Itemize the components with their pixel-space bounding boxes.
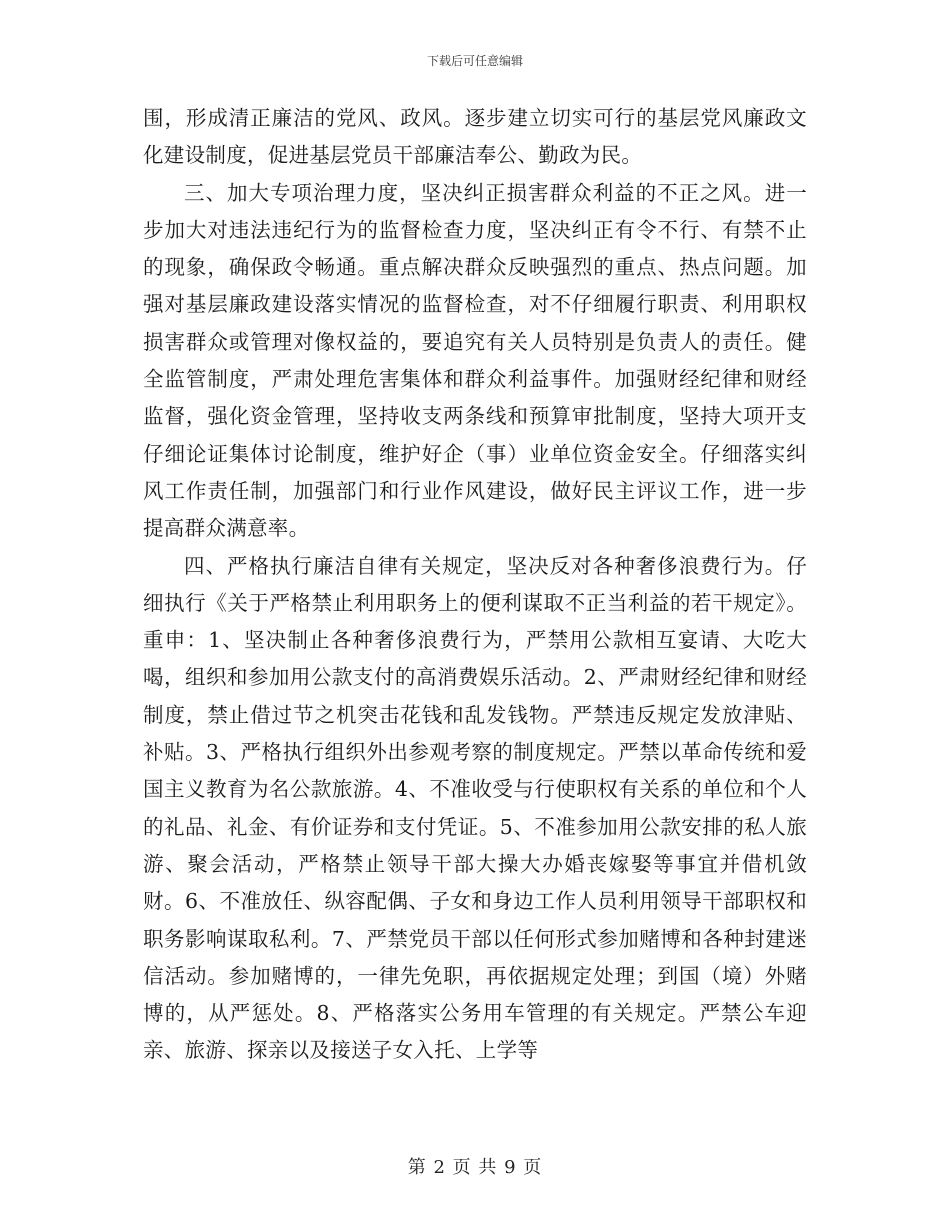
header-note: 下载后可任意编辑 [426,54,523,68]
page-number-footer: 第 2 页 共 9 页 [407,1157,543,1178]
paragraph-continuation: 围，形成清正廉洁的党风、政风。逐步建立切实可行的基层党风廉政文化建设制度，促进基层党员干部廉洁奉公、勤政为民。 [143,106,807,168]
paragraph-section-three: 三、加大专项治理力度，坚决纠正损害群众利益的不正之风。进一步加大对违法违纪行为的监督检查力度，坚决纠正有令不行、有禁不止的现象，确保政令畅通。重点解决群众反映强烈的重点、热点问题。加强对基层廉政建设落实情况的监督检查，对不仔细履行职责、利用职权损害群众或管理对像权益的，要追究有关人员特别是负责人的责任。健全监管制度，严肃处理危害集体和群众利益事件。加强财经纪律和财经监督，强化资金管理，坚持收支两条线和预算审批制度，坚持大项开支仔细论证集体讨论制度，维护好企（事）业单位资金安全。仔细落实纠风工作责任制，加强部门和行业作风建设，做好民主评议工作，进一步提高群众满意率。 [143,180,807,541]
paragraph-section-four: 四、严格执行廉洁自律有关规定，坚决反对各种奢侈浪费行为。仔细执行《关于严格禁止利用职务上的便利谋取不正当利益的若干规定》。重申：1、坚决制止各种奢侈浪费行为，严禁用公款相互宴请、大吃大喝，组织和参加用公款支付的高消费娱乐活动。2、严肃财经纪律和财经制度，禁止借过节之机突击花钱和乱发钱物。严禁违反规定发放津贴、补贴。3、严格执行组织外出参观考察的制度规定。严禁以革命传统和爱国主义教育为名公款旅游。4、不准收受与行使职权有关系的单位和个人的礼品、礼金、有价证券和支付凭证。5、不准参加用公款安排的私人旅游、聚会活动，严格禁止领导干部大操大办婚丧嫁娶等事宜并借机敛财。6、不准放任、纵容配偶、子女和身边工作人员利用领导干部职权和职务影响谋取私利。7、严禁党员干部以任何形式参加赌博和各种封建迷信活动。参加赌博的，一律先免职，再依据规定处理；到国（境）外赌博的，从严惩处。8、严格落实公务用车管理的有关规定。严禁公车迎亲、旅游、探亲以及接送子女入托、上学等 [143,553,807,1063]
document-body [143,100,807,1070]
